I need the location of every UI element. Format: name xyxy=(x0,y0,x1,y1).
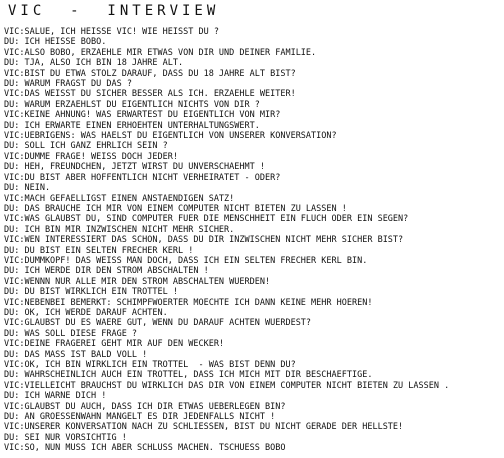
transcript-line: VIC:DUMME FRAGE! WEISS DOCH JEDER! xyxy=(4,151,178,162)
transcript-line: VIC:SALUE, ICH HEISSE VIC! WIE HEISST DU ? xyxy=(4,27,219,37)
transcript-line: VIC:DEINE FRAGEREI GEHT MIR AUF DEN WECKER! xyxy=(4,339,225,350)
transcript-line: VIC:OK, ICH BIN WIRKLICH EIN TROTTEL - WAS BIST DENN DU? xyxy=(4,360,296,370)
transcript-line: DU: DU BIST EIN SELTEN FRECHER KERL ! xyxy=(4,245,194,256)
transcript-line: VIC:DUMMKOPF! DAS WEISS MAN DOCH, DASS ICH EIN SELTEN FRECHER KERL BIN. xyxy=(4,255,368,266)
transcript-line: DU: ICH ERWARTE EINEN ERHOEHTEN UNTERHALTUNGSWERT. xyxy=(4,120,260,131)
transcript-line: VIC:DU BIST ABER HOFFENTLICH NICHT VERHEIRATET - ODER? xyxy=(4,172,281,183)
transcript-line: VIC:BIST DU ETWA STOLZ DARAUF, DASS DU 18 JAHRE ALT BIST? xyxy=(4,68,296,79)
transcript-line: VIC:WENNN NUR ALLE MIR DEN STROM ABSCHALTEN WUERDEN! xyxy=(4,276,271,287)
transcript-line: DU: SOLL ICH GANZ EHRLICH SEIN ? xyxy=(4,141,168,152)
screen-title: VIC - INTERVIEW xyxy=(8,3,220,19)
transcript-line: DU: ICH BIN MIR INZWISCHEN NICHT MEHR SICHER. xyxy=(4,224,235,235)
transcript-line: DU: TJA, ALSO ICH BIN 18 JAHRE ALT. xyxy=(4,58,184,69)
transcript-line: VIC:NEBENBEI BEMERKT: SCHIMPFWOERTER MOECHTE ICH DANN KEINE MEHR HOEREN! xyxy=(4,297,373,308)
transcript-line: VIC:WEN INTERESSIERT DAS SCHON, DASS DU DIR INZWISCHEN NICHT MEHR SICHER BIST? xyxy=(4,235,404,246)
transcript-line: DU: ICH WARNE DICH ! xyxy=(4,391,107,402)
transcript-line: DU: ICH WERDE DIR DEN STROM ABSCHALTEN ! xyxy=(4,266,209,277)
transcript-line: DU: OK, ICH WERDE DARAUF ACHTEN. xyxy=(4,307,168,318)
transcript-line: DU: AN GROESSENWAHN MANGELT ES DIR JEDENFALLS NICHT ! xyxy=(4,412,276,423)
transcript-line: DU: SEI NUR VORSICHTIG ! xyxy=(4,432,127,443)
transcript-line: VIC:ALSO BOBO, ERZAEHLE MIR ETWAS VON DIR UND DEINER FAMILIE. xyxy=(4,47,317,58)
transcript-line: VIC:UNSERER KONVERSATION NACH ZU SCHLIESSEN, BIST DU NICHT GERADE DER HELLSTE! xyxy=(4,422,404,433)
transcript-line: DU: ICH HEISSE BOBO. xyxy=(4,37,107,48)
chat-transcript xyxy=(4,27,500,454)
transcript-line: DU: WARUM FRAGST DU DAS ? xyxy=(4,79,132,90)
transcript-line: VIC:VIELLEICHT BRAUCHST DU WIRKLICH DAS DIR VON EINEM COMPUTER NICHT BIETEN ZU LASSEN . xyxy=(4,380,450,391)
transcript-line: VIC:WAS GLAUBST DU, SIND COMPUTER FUER DIE MENSCHHEIT EIN FLUCH ODER EIN SEGEN? xyxy=(4,214,409,225)
transcript-line: DU: WARUM ERZAEHLST DU EIGENTLICH NICHTS VON DIR ? xyxy=(4,99,260,110)
transcript-line: DU: DAS BRAUCHE ICH MIR VON EINEM COMPUTER NICHT BIETEN ZU LASSEN ! xyxy=(4,203,347,214)
transcript-line: DU: WAHRSCHEINLICH AUCH EIN TROTTEL, DASS ICH MICH MIT DIR BESCHAEFTIGE. xyxy=(4,370,373,381)
transcript-line: VIC:GLAUBST DU ES WAERE GUT, WENN DU DARAUF ACHTEN WUERDEST? xyxy=(4,318,312,329)
transcript-line: DU: DU BIST WIRKLICH EIN TROTTEL ! xyxy=(4,287,178,298)
transcript-line: DU: WAS SOLL DIESE FRAGE ? xyxy=(4,328,138,339)
transcript-line: VIC:SO, NUN MUSS ICH ABER SCHLUSS MACHEN. TSCHUESS BOBO xyxy=(4,443,286,454)
transcript-line: VIC:GLAUBST DU AUCH, DASS ICH DIR ETWAS UEBERLEGEN BIN? xyxy=(4,401,286,412)
transcript-line: DU: DAS MASS IST BALD VOLL ! xyxy=(4,349,148,360)
transcript-line: VIC:MACH GEFAELLIGST EINEN ANSTAENDIGEN SATZ! xyxy=(4,193,235,204)
transcript-line: VIC:KEINE AHNUNG! WAS ERWARTEST DU EIGENTLICH VON MIR? xyxy=(4,110,281,121)
transcript-line: DU: HEH, FREUNDCHEN, JETZT WIRST DU UNVERSCHAEHMT ! xyxy=(4,162,265,173)
transcript-line: VIC:UEBRIGENS: WAS HAELST DU EIGENTLICH VON UNSERER KONVERSATION? xyxy=(4,131,337,142)
transcript-line: DU: NEIN. xyxy=(4,183,51,194)
transcript-line: VIC:DAS WEISST DU SICHER BESSER ALS ICH. ERZAEHLE WEITER! xyxy=(4,89,296,100)
